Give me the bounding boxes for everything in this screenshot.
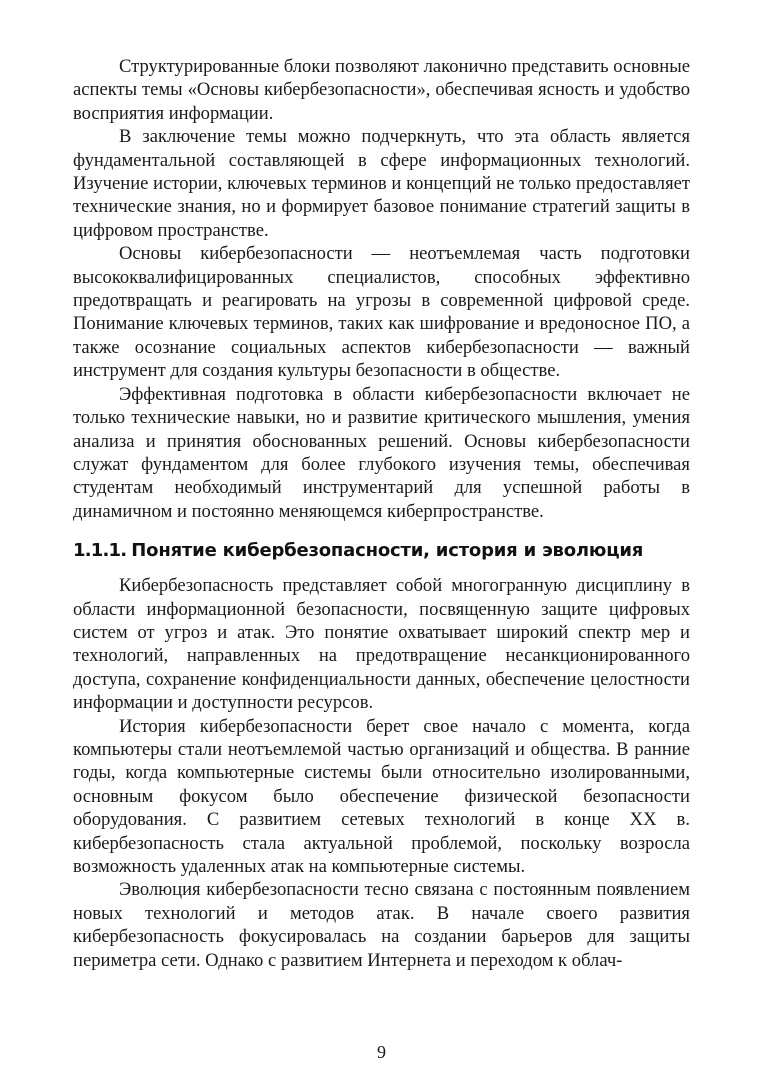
paragraph-basics-training: Основы кибербезопасности — неотъемлемая часть подготовки высококвалифицированных специалистов, способных эффективно предотвращать и реагировать на угрозы в современной цифровой среде. Понимание ключевых терминов, таких как шифрование и вредоносное ПО, а также осознание социальных аспектов кибербезопасности — важный инструмент для создания культуры безопасности в обществе. <box>73 243 690 382</box>
paragraph-evolution: Эволюция кибербезопасности тесно связана с постоянным появлением новых технологий и методов атак. В начале своего развития кибербезопасность фокусировалась на создании барьеров для защиты периметра сети. Однако с развитием Интернета и переходом к облач- <box>73 879 690 971</box>
section-title: Понятие кибербезопасности, история и эволюция <box>131 540 644 562</box>
section-heading <box>73 539 690 563</box>
page-body <box>73 55 690 972</box>
paragraph-conclusion: В заключение темы можно подчеркнуть, что эта область является фундаментальной составляющей в сфере информационных технологий. Изучение истории, ключевых терминов и концепций не только предоставляет технические знания, но и формирует базовое понимание стратегий защиты в цифровом пространстве. <box>73 126 690 241</box>
page-number: 9 <box>377 1042 386 1062</box>
paragraph-effective-training: Эффективная подготовка в области кибербезопасности включает не только технические навыки, но и развитие критического мышления, умения анализа и принятия обоснованных решений. Основы кибербезопасности служат фундаментом для более глубокого изучения темы, обеспечивая студентам необходимый инструментарий для успешной работы в динамичном и постоянно меняющемся киберпространстве. <box>73 383 690 522</box>
paragraph-history: История кибербезопасности берет свое начало с момента, когда компьютеры стали неотъемлемой частью организаций и общества. В ранние годы, когда компьютерные системы были относительно изолированными, основным фокусом было обеспечение физической безопасности оборудования. С развитием сетевых технологий в конце XX в. кибербезопасность стала актуальной проблемой, поскольку возросла возможность удаленных атак на компьютерные системы. <box>73 715 690 877</box>
section-number: 1.1.1. <box>73 540 127 562</box>
paragraph-structured-blocks: Структурированные блоки позволяют лаконично представить основные аспекты темы «Основы кибербезопасности», обеспечивая ясность и удобство восприятия информации. <box>73 56 690 124</box>
paragraph-definition: Кибербезопасность представляет собой многогранную дисциплину в области информационной безопасности, посвященную защите цифровых систем от угроз и атак. Это понятие охватывает широкий спектр мер и технологий, направленных на предотвращение несанкционированного доступа, сохранение конфиденциальности данных, обеспечение целостности информации и доступности ресурсов. <box>73 575 690 714</box>
